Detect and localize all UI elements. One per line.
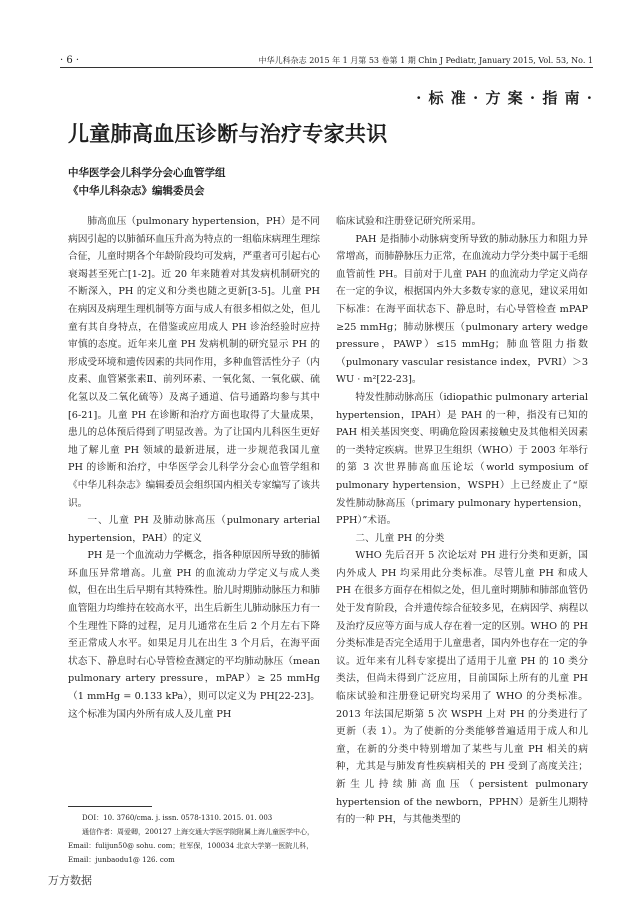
classification-paragraph: WHO 先后召开 5 次论坛对 PH 进行分类和更新，国内外成人 PH 均采用此分类标准。尽管儿童 PH 和成人 PH 在很多方面存在相似之处，但儿童时期肺和肺部血管仍处于发育阶段，合并遗传综合征较多见，在病因学、病程以及治疗反应等方面与成人存在着一定的区别。WHO 的 PH 分类标准是否完全适用于儿童患者，国内外也存在一定的争议。近年来有儿科专家提出了适用于儿童 PH 的 10 类分类法，但尚未得到广泛应用，目前国际上所有的儿童 PH 临床试验和注册登记研究均采用了 WHO 的分类标准。2013 年法国尼斯第 5 次 WSPH 上对 PH 的分类进行了更新（表 1）。为了使新的分类能够普遍适用于成人和儿童，在新的分类中特别增加了某些与儿童 PH 相关的病种，尤其是与肺发育性疾病相关的 PH 受到了高度关注；新生儿持续肺高血压（persistent pulmonary hypertension of the newborn，PPHN）是新生儿期特有的一种 PH，与其他类型的 — [336, 550, 588, 826]
ipah-paragraph: 特发性肺动脉高压（idiopathic pulmonary arterial hypertension，IPAH）是 PAH 的一种，指没有已知的 PAH 相关基因突变、明确危险因素接触史及其他相关因素的一类特定疾病。世界卫生组织（WHO）于 2003 年举行的第 3 次世界肺高血压论坛（world symposium of pulmonary hypertension，WSPH）上已经废止了“原发性肺动脉高压（primary pulmonary hypertension，PPH）”术语。 — [336, 391, 588, 527]
left-column — [68, 213, 320, 723]
author-editorial-board: 《中华儿科杂志》编辑委员会 — [68, 185, 205, 197]
article-title: 儿童肺高血压诊断与治疗专家共识 — [68, 122, 388, 146]
footnote-rule — [68, 806, 152, 807]
section-heading-1: 一、儿童 PH 及肺动脉高压（pulmonary arterial hypertension，PAH）的定义 — [68, 515, 320, 544]
definition-paragraph: PH 是一个血流动力学概念，指各种原因所导致的肺循环血压异常增高。儿童 PH 的血流动力学定义与成人类似，但在出生后早期有其特殊性。胎儿时期肺动脉压力和肺血管阻力均维持在较高水平，出生后新生儿肺动脉压力有一个生理性下降的过程，足月儿通常在生后 2 个月左右下降至正常成人水平。如果足月儿在出生 3 个月后，在海平面状态下、静息时右心导管检查测定的平均肺动脉压（mean pulmonary artery pressure，mPAP）≥ 25 mmHg（1 mmHg = 0.133 kPa），则可以定义为 PH[22-23]。这个标准为国内外所有成人及儿童 PH — [68, 550, 320, 720]
intro-paragraph: 肺高血压（pulmonary hypertension，PH）是不同病因引起的以肺循环血压升高为特点的一组临床病理生理综合征，儿童时期各个年龄阶段均可发病，严重者可引起右心衰竭甚至死亡[1-2]。近 20 年来随着对其发病机制研究的不断深入，PH 的定义和分类也随之更新[3-5]。儿童 PH 在病因及病理生理机制等方面与成人有很多相似之处，但儿童有其自身特点，在借鉴或应用成人 PH 诊治经验时应持审慎的态度。近年来儿童 PH 发病机制的研究显示 PH 的形成受环境和遗传因素的共同作用，多种血管活性分子（内皮素、血管紧张素Ⅱ、前列环素、一氧化氮、一氧化碳、硫化氢以及二氧化硫等）及离子通道、信号通路均参与其中[6-21]。儿童 PH 在诊断和治疗方面也取得了大量成果，患儿的总体预后得到了明显改善。为了让国内儿科医生更好地了解儿童 PH 领域的最新进展，进一步规范我国儿童 PH 的诊断和治疗，中华医学会儿科学分会心血管学组和《中华儿科杂志》编辑委员会组织国内相关专家编写了该共识。 — [68, 216, 320, 509]
header-rule — [60, 67, 593, 68]
right-column — [336, 213, 588, 829]
footnotes — [68, 811, 320, 867]
section-heading-2: 二、儿童 PH 的分类 — [355, 532, 445, 544]
continued-paragraph: 临床试验和注册登记研究所采用。 — [336, 216, 482, 227]
watermark: 万方数据 — [48, 874, 92, 887]
author-group: 中华医学会儿科学分会心血管学组 — [68, 167, 226, 179]
section-tag: · 标 准 · 方 案 · 指 南 · — [416, 89, 593, 107]
pah-paragraph: PAH 是指肺小动脉病变所导致的肺动脉压力和阻力异常增高，而肺静脉压力正常，在血流动力学分类中属于毛细血管前性 PH。目前对于儿童 PAH 的血流动力学定义尚存在一定的争议，根据国内外大多数专家的意见，建议采用如下标准：在海平面状态下、静息时，右心导管检查 mPAP ≥25 mmHg；肺动脉楔压（pulmonary artery wedge pressure，PAWP）≤15 mmHg；肺血管阻力指数（pulmonary vascular resistance index，PVRI）＞3 WU · m²[22-23]。 — [336, 233, 588, 386]
journal-header: 中华儿科杂志 2015 年 1 月第 53 卷第 1 期 Chin J Pediatr, January 2015, Vol. 53, No. 1 — [258, 56, 593, 65]
doi-line: DOI：10. 3760/cma. j. issn. 0578-1310. 2015. 01. 003 — [82, 814, 273, 822]
page-number: · 6 · — [60, 55, 80, 66]
correspondence-line: 通信作者：周爱卿，200127 上海交通大学医学院附属上海儿童医学中心，Email：fulijun50@ sohu. com；杜军保，100034 北京大学第一医院儿科，Email：junbaodu1@ 126. com — [68, 828, 314, 864]
